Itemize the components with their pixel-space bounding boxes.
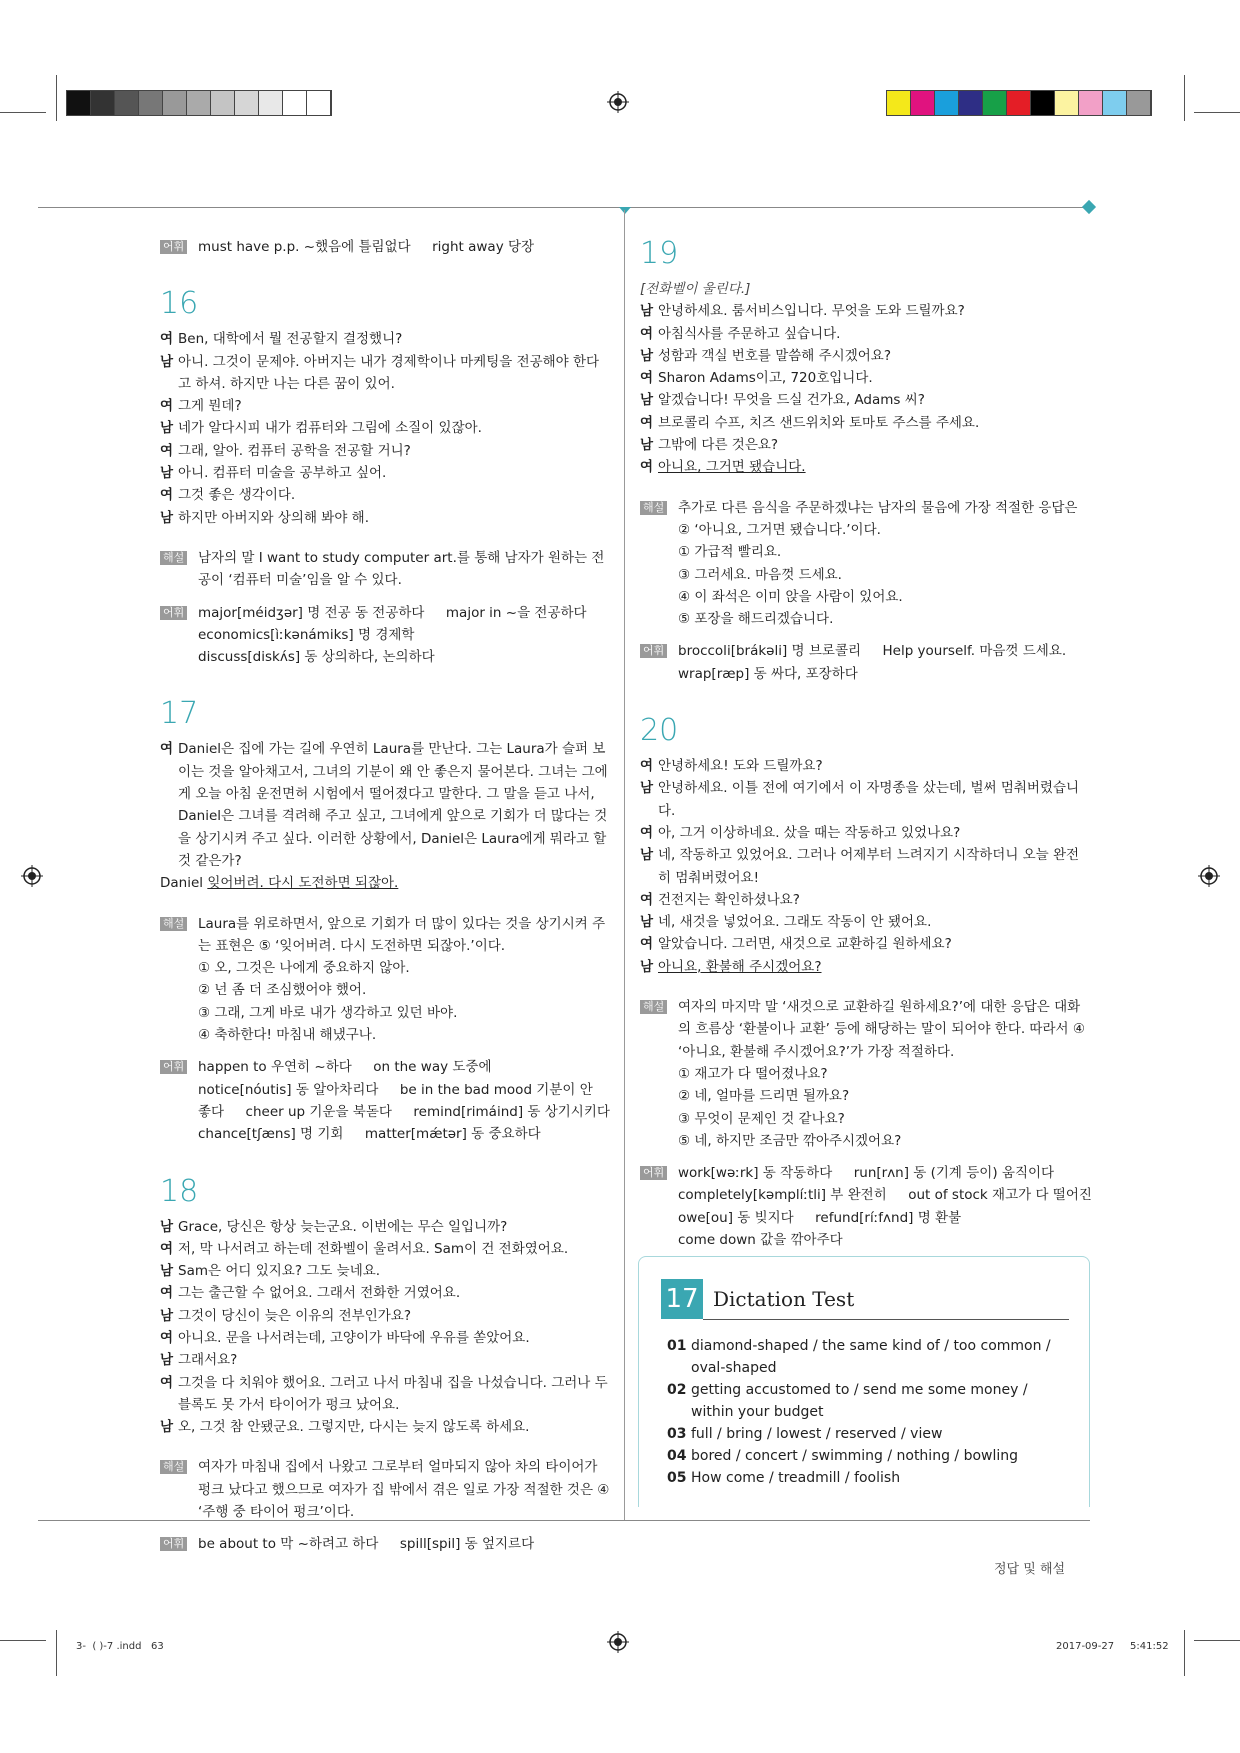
dialogue-line <box>640 412 1090 434</box>
swatch <box>163 91 187 115</box>
vocab-line: economics[ìːkənámiks] 명 경제학 <box>198 626 415 643</box>
speaker: 남 <box>160 1352 174 1369</box>
dialogue-line <box>160 395 610 417</box>
speaker: 남 <box>160 420 174 437</box>
explain-tag: 해설 <box>640 1000 667 1014</box>
line-text: 안녕하세요. 이틀 전에 여기에서 이 자명종을 샀는데, 벌써 멈춰버렸습니다. <box>658 780 1080 819</box>
explanation-text: Laura를 위로하면서, 앞으로 기회가 더 많이 있다는 것을 상기시켜 주는 표현은 ⑤ ‘잊어버려. 다시 도전하면 되잖아.’이다. <box>198 915 606 954</box>
line-text: 건전지는 확인하셨나요? <box>658 891 800 908</box>
vocab-line: broccoli[brákəli] 명 브로콜리 Help yourself. 마음껏 드세요. <box>678 643 1067 660</box>
line-text: Sharon Adams이고, 720호입니다. <box>658 370 873 387</box>
crop-mark <box>56 75 57 121</box>
vocab-line: notice[nóutis] 동 알아차리다 be in the bad mood 기분이 안 <box>198 1081 593 1098</box>
vocabulary <box>160 1533 610 1555</box>
explain-tag: 해설 <box>160 917 187 931</box>
speaker: 남 <box>640 437 654 454</box>
vocab-tag: 어휘 <box>160 1537 187 1551</box>
dialogue <box>160 1216 610 1439</box>
crop-mark <box>0 112 46 113</box>
explanation <box>160 913 610 1047</box>
dialogue-line <box>160 507 610 529</box>
speaker: 여 <box>640 891 654 908</box>
choice: ④ 축하한다! 마침내 해냈구나. <box>198 1027 377 1044</box>
item-text: bored / concert / swimming / nothing / bowling <box>691 1448 1019 1464</box>
line-text: 하지만 아버지와 상의해 봐야 해. <box>178 509 369 526</box>
explanation-text: 여자가 마침내 집에서 나왔고 그로부터 얼마되지 않아 차의 타이어가 펑크 났다고 했으므로 여자가 집 밖에서 겪은 일로 가장 적절한 것은 ④ ‘주행 중 타이어 펑크’이다. <box>198 1459 610 1521</box>
swatch <box>1055 91 1079 115</box>
dialogue-line <box>160 1216 610 1238</box>
vocab-line: major[méidʒər] 명 전공 동 전공하다 major in ~을 전공하다 <box>198 604 587 621</box>
swatch <box>1127 91 1151 115</box>
page-label: 정답 및 해설 <box>994 1562 1066 1577</box>
dialogue <box>640 300 1090 456</box>
dialogue-line <box>640 323 1090 345</box>
explanation <box>640 497 1090 631</box>
dialogue-line <box>640 434 1090 456</box>
question-number: 19 <box>640 236 679 271</box>
vocab-line: owe[ou] 동 빚지다 refund[ríːfʌnd] 명 환불 <box>678 1209 962 1226</box>
dictation-rule <box>703 1319 1069 1320</box>
explanation <box>160 547 610 592</box>
crop-mark <box>1194 112 1240 113</box>
speaker: 남 <box>160 509 174 526</box>
speaker: 여 <box>160 1240 174 1257</box>
vocab-tag: 어휘 <box>160 606 187 620</box>
item-text: How come / treadmill / foolish <box>691 1470 901 1486</box>
swatch <box>911 91 935 115</box>
dialogue-line <box>640 300 1090 322</box>
choice: ⑤ 포장을 해드리겠습니다. <box>678 611 834 628</box>
dialogue-line <box>640 911 1090 933</box>
item-number: 04 <box>667 1448 687 1464</box>
line-text: 오, 그것 참 안됐군요. 그렇지만, 다시는 늦지 않도록 하세요. <box>178 1419 530 1436</box>
vocab-line: come down 값을 깎아주다 <box>678 1231 843 1248</box>
dialogue-line <box>640 933 1090 955</box>
speaker: 남 <box>640 847 654 864</box>
color-bar <box>886 90 1152 116</box>
vocabulary <box>160 602 610 669</box>
speaker: 남 <box>160 353 174 370</box>
left-column <box>160 236 610 1556</box>
speaker: 남 <box>640 958 654 975</box>
choice: ③ 그래, 그게 바로 내가 생각하고 있던 바야. <box>198 1004 458 1021</box>
speaker: 남 <box>160 1263 174 1280</box>
registration-mark-icon <box>607 1631 629 1653</box>
dictation-item <box>667 1379 1067 1423</box>
question-number: 16 <box>160 286 199 322</box>
column-divider <box>624 210 625 1520</box>
narration <box>160 738 610 872</box>
speaker: 남 <box>640 914 654 931</box>
answer-text: 잊어버려. 다시 도전하면 되잖아. <box>207 875 399 892</box>
speaker: 여 <box>160 398 174 415</box>
choice: ① 재고가 다 떨어졌나요? <box>678 1065 828 1082</box>
dialogue-line <box>160 328 610 350</box>
line-text: 알았습니다. 그러면, 새것으로 교환하길 원하세요? <box>658 936 952 953</box>
scene-direction: [전화벨이 울린다.] <box>640 281 751 297</box>
explanation <box>640 996 1090 1152</box>
print-time: 5:41:52 <box>1130 1641 1169 1652</box>
dialogue-line <box>640 822 1090 844</box>
line-text: 그래서요? <box>178 1352 238 1369</box>
answer-text: 아니요, 그거면 됐습니다. <box>658 459 806 476</box>
item-text: diamond-shaped / the same kind of / too common / oval-shaped <box>691 1338 1051 1376</box>
item-number: 01 <box>667 1338 687 1354</box>
dictation-list <box>667 1335 1067 1489</box>
dictation-number: 17 <box>661 1279 703 1319</box>
line-text: 아니. 그것이 문제야. 아버지는 내가 경제학이나 마케팅을 전공해야 한다고 하셔. 하지만 나는 다른 꿈이 있어. <box>178 353 600 392</box>
speaker: 여 <box>640 325 654 342</box>
line-text: 네가 알다시피 내가 컴퓨터와 그림에 소질이 있잖아. <box>178 420 482 437</box>
question-number: 17 <box>160 696 199 732</box>
file-name: 3- ( )-7 .indd 63 <box>76 1641 164 1652</box>
print-date: 2017-09-27 <box>1056 1641 1115 1652</box>
speaker: 남 <box>640 303 654 320</box>
swatch <box>1031 91 1055 115</box>
dialogue-line <box>160 1305 610 1327</box>
vocab-tag: 어휘 <box>640 644 667 658</box>
vocab-line: chance[tʃæns] 명 기회 matter[mǽtər] 동 중요하다 <box>198 1126 541 1143</box>
choice: ③ 무엇이 문제인 것 같나요? <box>678 1110 845 1127</box>
swatch <box>235 91 259 115</box>
explain-tag: 해설 <box>160 551 187 565</box>
registration-mark-icon <box>21 865 43 887</box>
vocab-tag: 어휘 <box>160 240 187 254</box>
answer-text: 아니요, 환불해 주시겠어요? <box>658 958 822 975</box>
right-column <box>640 236 1090 1251</box>
line-text: 아니요. 문을 나서려는데, 고양이가 바닥에 우유를 쏟았어요. <box>178 1329 530 1346</box>
line-text: 그것이 당신이 늦은 이유의 전부인가요? <box>178 1307 411 1324</box>
item-number: 02 <box>667 1382 687 1398</box>
line-text: 네, 작동하고 있었어요. 그러나 어제부터 느려지기 시작하더니 오늘 완전히 멈춰버렸어요! <box>658 847 1080 886</box>
crop-mark <box>1184 1630 1185 1676</box>
speaker: 여 <box>160 1329 174 1346</box>
dialogue-line <box>160 1349 610 1371</box>
vocabulary <box>640 1162 1090 1251</box>
speaker: 남 <box>160 1419 174 1436</box>
line-text: 그것을 다 치워야 했어요. 그러고 나서 마침내 집을 나섰습니다. 그러나 두 블록도 못 가서 타이어가 펑크 났어요. <box>178 1374 608 1413</box>
dictation-item <box>667 1445 1067 1467</box>
vocab-line: wrap[ræp] 동 싸다, 포장하다 <box>678 665 858 682</box>
dialogue-line <box>160 1260 610 1282</box>
speaker: 여 <box>160 1374 174 1391</box>
speaker: 여 <box>640 414 654 431</box>
dialogue-line <box>640 844 1090 889</box>
explanation-text: 남자의 말 I want to study computer art.를 통해 남자가 원하는 전공이 ‘컴퓨터 미술’임을 알 수 있다. <box>198 549 605 589</box>
vocabulary <box>640 640 1090 685</box>
explanation-text: 추가로 다른 음식을 주문하겠냐는 남자의 물음에 가장 적절한 응답은 ② ‘아니요, 그거면 됐습니다.’이다. <box>678 499 1078 538</box>
line-text: 아니. 컴퓨터 미술을 공부하고 싶어. <box>178 465 387 482</box>
swatch <box>1007 91 1031 115</box>
line-text: 안녕하세요! 도와 드릴까요? <box>658 758 823 775</box>
dictation-title: Dictation Test <box>713 1287 855 1311</box>
dictation-test-box <box>638 1256 1090 1507</box>
dialogue-line <box>640 755 1090 777</box>
vocab-line: be about to 막 ~하려고 하다 spill[spil] 동 엎지르다 <box>198 1536 535 1553</box>
choice: ② 네, 얼마를 드리면 될까요? <box>678 1088 850 1105</box>
line-text: 아, 그거 이상하네요. 샀을 때는 작동하고 있었나요? <box>658 824 961 841</box>
swatch <box>211 91 235 115</box>
choice: ⑤ 네, 하지만 조금만 깎아주시겠어요? <box>678 1132 902 1149</box>
dialogue-line <box>160 1372 610 1417</box>
swatch <box>139 91 163 115</box>
speaker: 여 <box>160 487 174 504</box>
speaker: 여 <box>640 824 654 841</box>
explain-tag: 해설 <box>160 1460 187 1474</box>
dialogue-line <box>640 889 1090 911</box>
line-text: 성함과 객실 번호를 말씀해 주시겠어요? <box>658 347 891 364</box>
vocab-line: 좋다 cheer up 기운을 북돋다 remind[rimáind] 동 상기시키다 <box>198 1103 610 1120</box>
speaker: 여 <box>160 331 174 348</box>
swatch <box>115 91 139 115</box>
speaker: 여 <box>160 741 174 758</box>
swatch <box>259 91 283 115</box>
item-number: 03 <box>667 1426 687 1442</box>
swatch <box>983 91 1007 115</box>
speaker: 여 <box>640 936 654 953</box>
diamond-icon <box>1082 200 1096 214</box>
question-number: 18 <box>160 1173 199 1209</box>
top-rule <box>38 207 1090 208</box>
line-text: 브로콜리 수프, 치즈 샌드위치와 토마토 주스를 주세요. <box>658 414 980 431</box>
swatch <box>187 91 211 115</box>
speaker: Daniel <box>160 875 204 892</box>
line-text: 아침식사를 주문하고 싶습니다. <box>658 325 841 342</box>
dictation-item <box>667 1423 1067 1445</box>
vocab-line: completely[kəmplíːtli] 부 완전히 out of stock 재고가 다 떨어진 <box>678 1187 1092 1204</box>
item-number: 05 <box>667 1470 687 1486</box>
line-text: 네, 새것을 넣었어요. 그래도 작동이 안 됐어요. <box>658 914 932 931</box>
line-text: 안녕하세요. 룸서비스입니다. 무엇을 도와 드릴까요? <box>658 303 965 320</box>
swatch <box>935 91 959 115</box>
dialogue-line <box>160 484 610 506</box>
explain-tag: 해설 <box>640 501 667 515</box>
speaker: 남 <box>640 347 654 364</box>
speaker: 남 <box>160 1218 174 1235</box>
dialogue <box>640 755 1090 956</box>
explanation-text: 여자의 마지막 말 ‘새것으로 교환하길 원하세요?’에 대한 응답은 대화의 흐름상 ‘환불이나 교환’ 등에 해당하는 말이 되어야 한다. 따라서 ④ ‘아니요, 환불해 주시겠어요?’가 가장 적절하다. <box>678 999 1085 1060</box>
answer-line <box>160 872 610 894</box>
vocab-tag: 어휘 <box>640 1166 667 1180</box>
dialogue-line <box>160 1327 610 1349</box>
vocab-line: work[wəːrk] 동 작동하다 run[rʌn] 동 (기계 등이) 움직이다 <box>678 1165 1055 1182</box>
crop-mark <box>1184 75 1185 121</box>
dialogue-line <box>160 351 610 396</box>
answer-line <box>640 456 1090 478</box>
vocabulary <box>160 1056 610 1145</box>
item-text: full / bring / lowest / reserved / view <box>691 1426 943 1442</box>
line-text: 그는 출근할 수 없어요. 그래서 전화한 거였어요. <box>178 1285 461 1302</box>
registration-mark-icon <box>1198 865 1220 887</box>
registration-mark-icon <box>607 91 629 113</box>
speaker: 남 <box>640 392 654 409</box>
crop-mark <box>56 1630 57 1676</box>
choice: ② 넌 좀 더 조심했어야 했어. <box>198 982 367 999</box>
line-text: 그것 좋은 생각이다. <box>178 487 296 504</box>
swatch <box>91 91 115 115</box>
explanation <box>160 1456 610 1523</box>
dialogue-line <box>640 777 1090 822</box>
swatch <box>307 91 331 115</box>
dialogue-line <box>160 1238 610 1260</box>
dictation-header <box>661 1279 854 1319</box>
line-text: Sam은 어디 있지요? 그도 늦네요. <box>178 1263 381 1280</box>
dialogue-line <box>160 417 610 439</box>
dialogue-line <box>160 1416 610 1438</box>
line-text: Grace, 당신은 항상 늦는군요. 이번에는 무슨 일입니까? <box>178 1218 508 1235</box>
speaker: 여 <box>640 758 654 775</box>
narration-text: Daniel은 집에 가는 길에 우연히 Laura를 만난다. 그는 Laura가 슬퍼 보이는 것을 알아채고서, 그녀의 기분이 왜 안 좋은지 물어본다. 그녀는 그에게 오늘 아침 운전면허 시험에서 떨어졌다고 말한다. 그 말을 듣고 나서, Daniel은 그녀를 격려해 주고 싶고, 그녀에게 앞으로 기회가 더 많다는 것을 상기시켜 주고 싶다. 이러한 상황에서, Daniel은 Laura에게 뭐라고 할 것 같은가? <box>178 741 608 869</box>
swatch <box>1079 91 1103 115</box>
choice: ① 가급적 빨리요. <box>678 544 782 561</box>
vocab-text: must have p.p. ~했음에 틀림없다 right away 당장 <box>198 239 535 255</box>
crop-mark <box>0 1640 46 1641</box>
line-text: 저, 막 나서려고 하는데 전화벨이 울려서요. Sam이 건 전화였어요. <box>178 1240 569 1257</box>
item-text: getting accustomed to / send me some money / within your budget <box>691 1382 1028 1420</box>
dialogue <box>160 328 610 529</box>
dialogue-line <box>160 462 610 484</box>
swatch <box>959 91 983 115</box>
speaker: 여 <box>160 1285 174 1302</box>
speaker: 여 <box>640 370 654 387</box>
swatch <box>887 91 911 115</box>
speaker: 남 <box>640 780 654 797</box>
vocab-tag: 어휘 <box>160 1060 187 1074</box>
swatch <box>67 91 91 115</box>
dictation-item <box>667 1467 1067 1489</box>
speaker: 여 <box>160 442 174 459</box>
question-number: 20 <box>640 713 679 749</box>
answer-line <box>640 956 1090 978</box>
dialogue-line <box>640 345 1090 367</box>
line-text: Ben, 대학에서 뭘 전공할지 결정했니? <box>178 331 403 348</box>
swatch <box>1103 91 1127 115</box>
line-text: 그래, 알아. 컴퓨터 공학을 전공할 거니? <box>178 442 411 459</box>
speaker: 여 <box>640 459 654 476</box>
crop-mark <box>1194 1640 1240 1641</box>
speaker: 남 <box>160 465 174 482</box>
dialogue-line <box>160 440 610 462</box>
dialogue-line <box>640 389 1090 411</box>
speaker: 남 <box>160 1307 174 1324</box>
choice: ① 오, 그것은 나에게 중요하지 않아. <box>198 960 410 977</box>
swatch <box>283 91 307 115</box>
line-text: 그게 뭔데? <box>178 398 242 415</box>
line-text: 알겠습니다! 무엇을 드실 건가요, Adams 씨? <box>658 392 925 409</box>
choice: ③ 그러세요. 마음껏 드세요. <box>678 566 842 583</box>
line-text: 그밖에 다른 것은요? <box>658 437 779 454</box>
dictation-item <box>667 1335 1067 1379</box>
vocab-line: discuss[diskʌ́s] 동 상의하다, 논의하다 <box>198 649 435 666</box>
vocab-top <box>160 236 610 258</box>
dialogue-line <box>160 1282 610 1304</box>
choice: ④ 이 좌석은 이미 앉을 사람이 있어요. <box>678 588 903 605</box>
grayscale-bar <box>66 90 332 116</box>
triangle-icon <box>619 207 631 214</box>
dialogue-line <box>640 367 1090 389</box>
vocab-line: happen to 우연히 ~하다 on the way 도중에 <box>198 1059 492 1076</box>
